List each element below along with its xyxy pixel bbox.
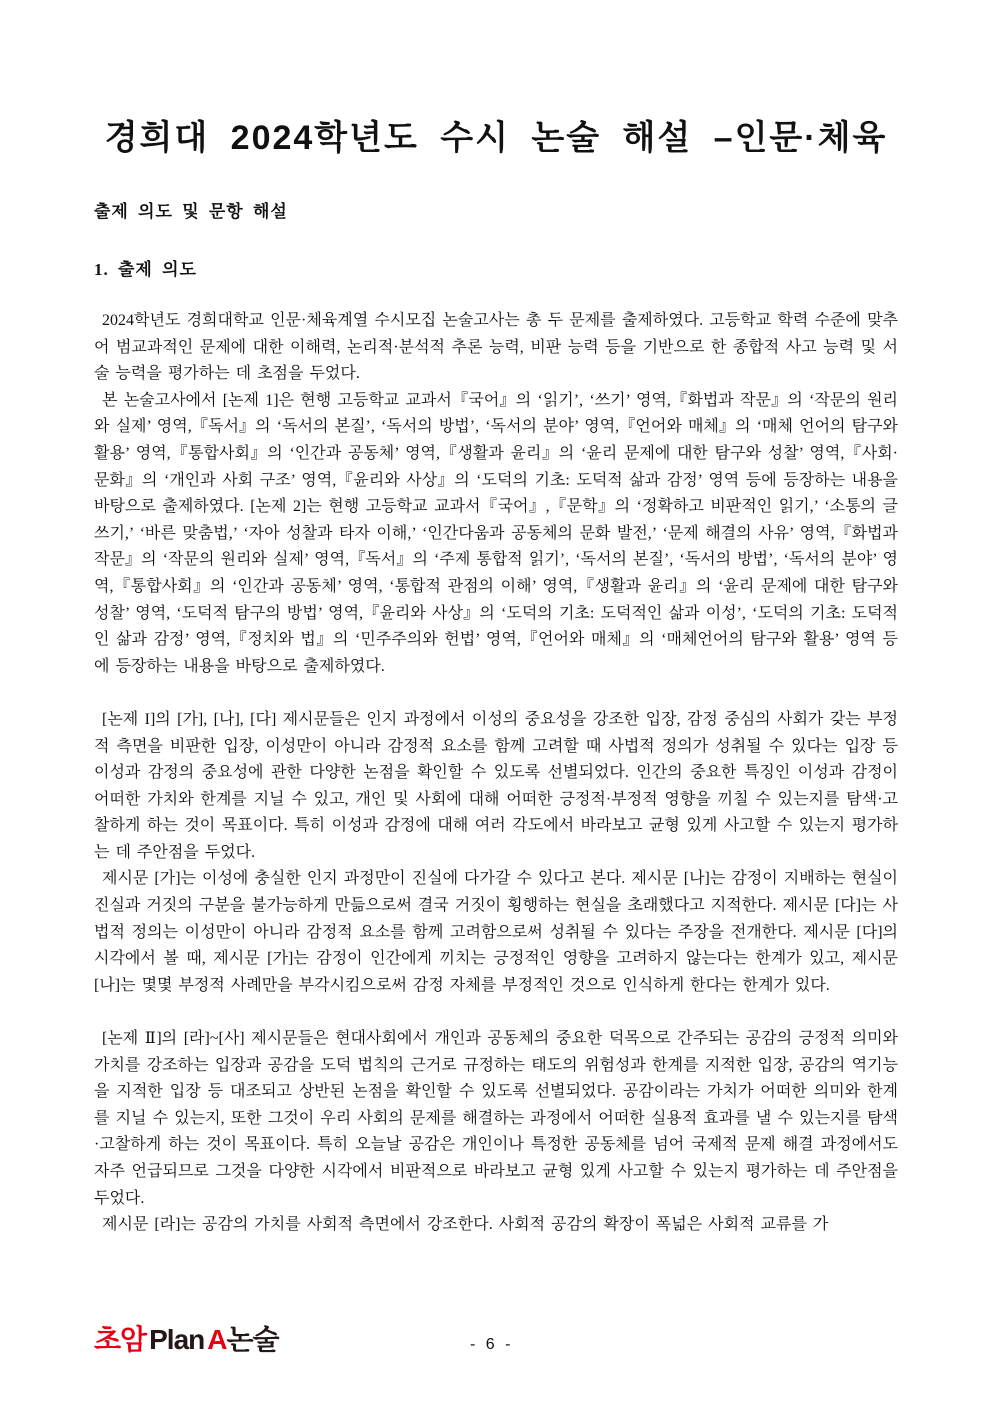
paragraph-gap [94, 999, 898, 1026]
brand-logo [94, 1318, 279, 1358]
document-body [94, 308, 898, 1239]
subsection-heading: 1. 출제 의도 [94, 260, 197, 279]
logo-part: Plan [149, 1324, 205, 1355]
paragraph: 2024학년도 경희대학교 인문·체육계열 수시모집 논술고사는 총 두 문제를 출제하였다. 고등학교 학력 수준에 맞추어 범교과적인 문제에 대한 이해력, 논리적·분석적 추론 능력, 비판 능력 등을 기반으로 한 종합적 사고 능력 및 서술 능력을 평가하는 데 초점을 두었다. [94, 312, 898, 383]
paragraph: 본 논술고사에서 [논제 1]은 현행 고등학교 교과서『국어』의 ‘읽기’, ‘쓰기’ 영역,『화법과 작문』의 ‘작문의 원리와 실제’ 영역,『독서』의 ‘독서의 본질’, ‘독서의 방법’, ‘독서의 분야’ 영역,『언어와 매체』의 ‘매체 언어의 탐구와 활용’ 영역,『통합사회』의 ‘인간과 공동체’ 영역,『생활과 윤리』의 ‘윤리 문제에 대한 탐구와 성찰’ 영역,『사회·문화』의 ‘개인과 사회 구조’ 영역,『윤리와 사상』의 ‘도덕의 기초: 도덕적 삶과 감정’ 영역 등에 등장하는 내용을 바탕으로 출제하였다. [논제 2]는 현행 고등학교 교과서『국어』,『문학』의 ‘정확하고 비판적인 읽기,’ ‘소통의 글쓰기,’ ‘바른 맞춤법,’ ‘자아 성찰과 타자 이해,’ ‘인간다움과 공동체의 문화 발전,’ ‘문제 해결의 사유’ 영역,『화법과 작문』의 ‘작문의 원리와 실제’ 영역,『독서』의 ‘주제 통합적 읽기’, ‘독서의 본질’, ‘독서의 방법’, ‘독서의 분야’ 영역,『통합사회』의 ‘인간과 공동체’ 영역, ‘통합적 관점의 이해’ 영역,『생활과 윤리』의 ‘윤리 문제에 대한 탐구와 성찰’ 영역, ‘도덕적 탐구의 방법’ 영역,『윤리와 사상』의 ‘도덕의 기초: 도덕적인 삶과 이성’, ‘도덕의 기초: 도덕적인 삶과 감정’ 영역,『정치와 법』의 ‘민주주의와 헌법’ 영역,『언어와 매체』의 ‘매체언어의 탐구와 활용’ 영역 등에 등장하는 내용을 바탕으로 출제하였다. [94, 391, 898, 675]
paragraph: 제시문 [라]는 공감의 가치를 사회적 측면에서 강조한다. 사회적 공감의 확장이 폭넓은 사회적 교류를 가 [102, 1216, 829, 1234]
paragraph-gap [94, 680, 898, 707]
document-title: 경희대 2024학년도 수시 논술 해설 –인문·체육 [104, 119, 888, 157]
section-heading: 출제 의도 및 문항 해설 [94, 202, 288, 221]
paragraph: [논제 I]의 [가], [나], [다] 제시문들은 인지 과정에서 이성의 중요성을 강조한 입장, 감정 중심의 사회가 갖는 부정적 측면을 비판한 입장, 이성만이 아니라 감정적 요소를 함께 고려할 때 사법적 정의가 성취될 수 있다는 입장 등 이성과 감정의 중요성에 관한 다양한 논점을 확인할 수 있도록 선별되었다. 인간의 중요한 특징인 이성과 감정이 어떠한 가치와 한계를 지닐 수 있고, 개인 및 사회에 대해 어떠한 긍정적·부정적 영향을 끼칠 수 있는지를 탐색·고찰하게 하는 것이 목표이다. 특히 이성과 감정에 대해 여러 각도에서 바라보고 균형 있게 사고할 수 있는지 평가하는 데 주안점을 두었다. [94, 710, 898, 861]
logo-part: 초암 [94, 1324, 147, 1355]
logo-part: A [207, 1324, 227, 1355]
page-number: - 6 - [470, 1336, 511, 1353]
paragraph: 제시문 [가]는 이성에 충실한 인지 과정만이 진실에 다가갈 수 있다고 본다. 제시문 [나]는 감정이 지배하는 현실이 진실과 거짓의 구분을 불가능하게 만듦으로써 결국 거짓이 횡행하는 현실을 초래했다고 지적한다. 제시문 [다]는 사법적 정의는 이성만이 아니라 감정적 요소를 함께 고려함으로써 성취될 수 있다는 주장을 전개한다. 제시문 [다]의 시각에서 볼 때, 제시문 [가]는 감정이 인간에게 끼치는 긍정적인 영향을 고려하지 않는다는 한계가 있고, 제시문 [나]는 몇몇 부정적 사례만을 부각시킴으로써 감정 자체를 부정적인 것으로 인식하게 한다는 한계가 있다. [94, 870, 898, 994]
paragraph: [논제 Ⅱ]의 [라]~[사] 제시문들은 현대사회에서 개인과 공동체의 중요한 덕목으로 간주되는 공감의 긍정적 의미와 가치를 강조하는 입장과 공감을 도덕 법칙의 근거로 규정하는 태도의 위험성과 한계를 지적한 입장, 공감의 역기능을 지적한 입장 등 대조되고 상반된 논점을 확인할 수 있도록 선별되었다. 공감이라는 가치가 어떠한 의미와 한계를 지닐 수 있는지, 또한 그것이 우리 사회의 문제를 해결하는 과정에서 어떠한 실용적 효과를 낼 수 있는지를 탐색·고찰하게 하는 것이 목표이다. 특히 오늘날 공감은 개인이나 특정한 공동체를 넘어 국제적 문제 해결 과정에서도 자주 언급되므로 그것을 다양한 시각에서 비판적으로 바라보고 균형 있게 사고할 수 있는지 평가하는 데 주안점을 두었다. [94, 1030, 898, 1207]
logo-part: 논술 [226, 1324, 279, 1355]
